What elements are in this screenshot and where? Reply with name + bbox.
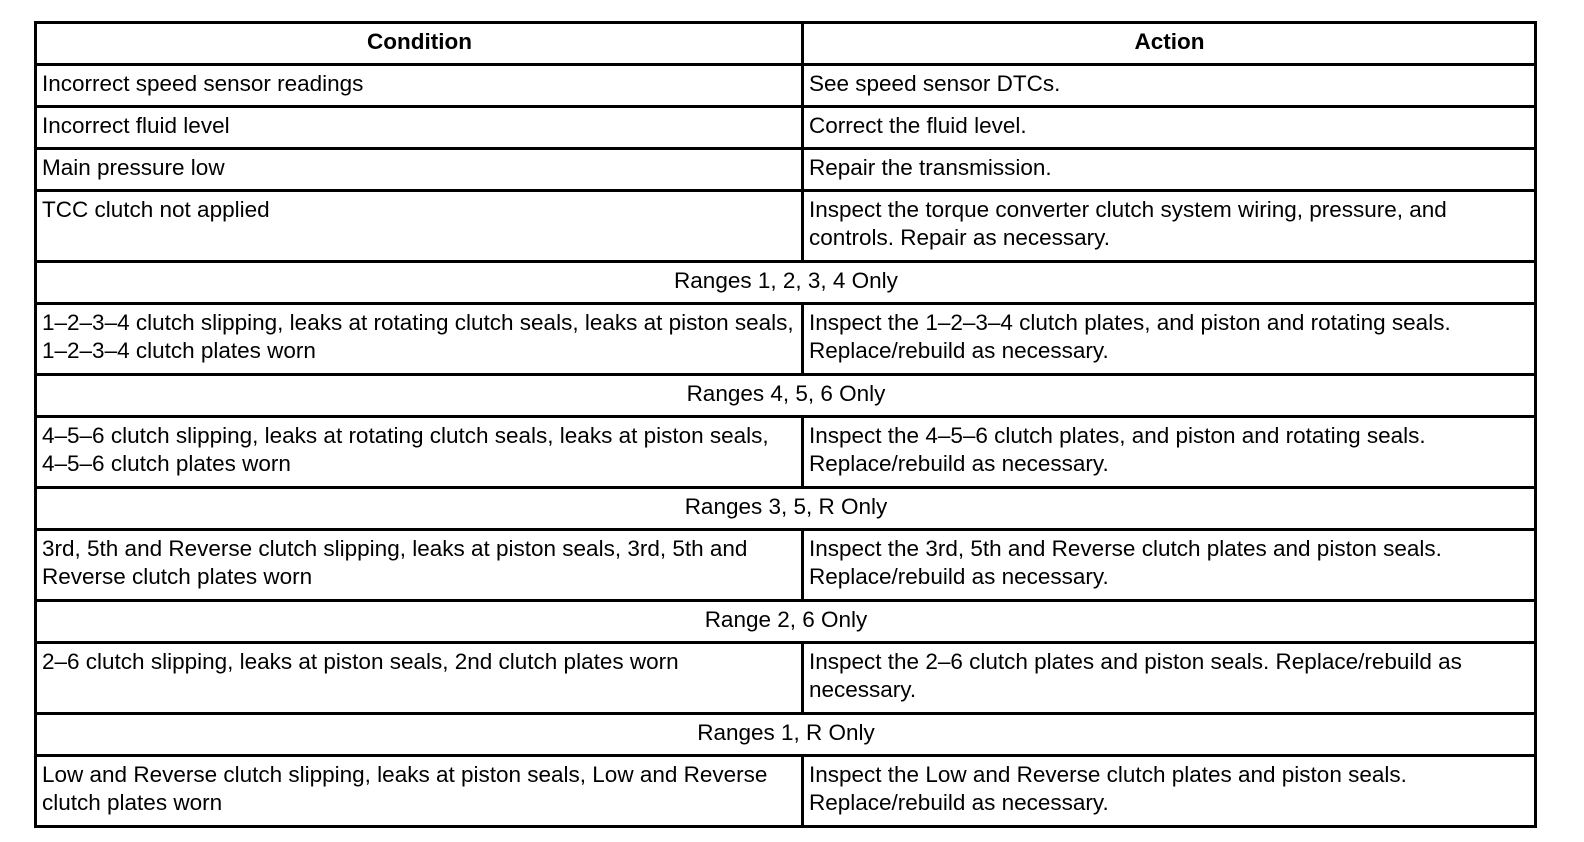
condition-cell: TCC clutch not applied — [36, 191, 803, 262]
action-cell: Correct the fluid level. — [803, 107, 1536, 149]
condition-cell: 3rd, 5th and Reverse clutch slipping, leaks at piston seals, 3rd, 5th and Reverse clutch plates worn — [36, 530, 803, 601]
condition-column-header: Condition — [36, 23, 803, 65]
table-row — [36, 149, 1536, 191]
section-header-row — [36, 375, 1536, 417]
table-row — [36, 756, 1536, 827]
condition-cell: 1–2–3–4 clutch slipping, leaks at rotating clutch seals, leaks at piston seals, 1–2–3–4 clutch plates worn — [36, 304, 803, 375]
diagnostic-table-container — [34, 21, 1534, 828]
table-row — [36, 191, 1536, 262]
table-row — [36, 304, 1536, 375]
action-cell: Repair the transmission. — [803, 149, 1536, 191]
condition-cell: 4–5–6 clutch slipping, leaks at rotating clutch seals, leaks at piston seals, 4–5–6 clutch plates worn — [36, 417, 803, 488]
table-row — [36, 417, 1536, 488]
section-title: Ranges 4, 5, 6 Only — [36, 375, 1536, 417]
diagnostic-table — [34, 21, 1537, 828]
section-header-row — [36, 601, 1536, 643]
section-header-row — [36, 488, 1536, 530]
condition-cell: Incorrect fluid level — [36, 107, 803, 149]
section-title: Ranges 1, R Only — [36, 714, 1536, 756]
table-row — [36, 107, 1536, 149]
action-column-header: Action — [803, 23, 1536, 65]
section-title: Ranges 3, 5, R Only — [36, 488, 1536, 530]
action-cell: Inspect the 3rd, 5th and Reverse clutch plates and piston seals. Replace/rebuild as necessary. — [803, 530, 1536, 601]
action-cell: See speed sensor DTCs. — [803, 65, 1536, 107]
table-row — [36, 530, 1536, 601]
action-cell: Inspect the Low and Reverse clutch plates and piston seals. Replace/rebuild as necessary. — [803, 756, 1536, 827]
table-row — [36, 65, 1536, 107]
section-title: Range 2, 6 Only — [36, 601, 1536, 643]
action-cell: Inspect the 4–5–6 clutch plates, and piston and rotating seals. Replace/rebuild as necessary. — [803, 417, 1536, 488]
action-cell: Inspect the 1–2–3–4 clutch plates, and piston and rotating seals. Replace/rebuild as necessary. — [803, 304, 1536, 375]
table-header-row — [36, 23, 1536, 65]
table-row — [36, 643, 1536, 714]
section-title: Ranges 1, 2, 3, 4 Only — [36, 262, 1536, 304]
section-header-row — [36, 714, 1536, 756]
action-cell: Inspect the torque converter clutch system wiring, pressure, and controls. Repair as necessary. — [803, 191, 1536, 262]
condition-cell: Main pressure low — [36, 149, 803, 191]
section-header-row — [36, 262, 1536, 304]
condition-cell: Low and Reverse clutch slipping, leaks at piston seals, Low and Reverse clutch plates worn — [36, 756, 803, 827]
action-cell: Inspect the 2–6 clutch plates and piston seals. Replace/rebuild as necessary. — [803, 643, 1536, 714]
condition-cell: Incorrect speed sensor readings — [36, 65, 803, 107]
condition-cell: 2–6 clutch slipping, leaks at piston seals, 2nd clutch plates worn — [36, 643, 803, 714]
